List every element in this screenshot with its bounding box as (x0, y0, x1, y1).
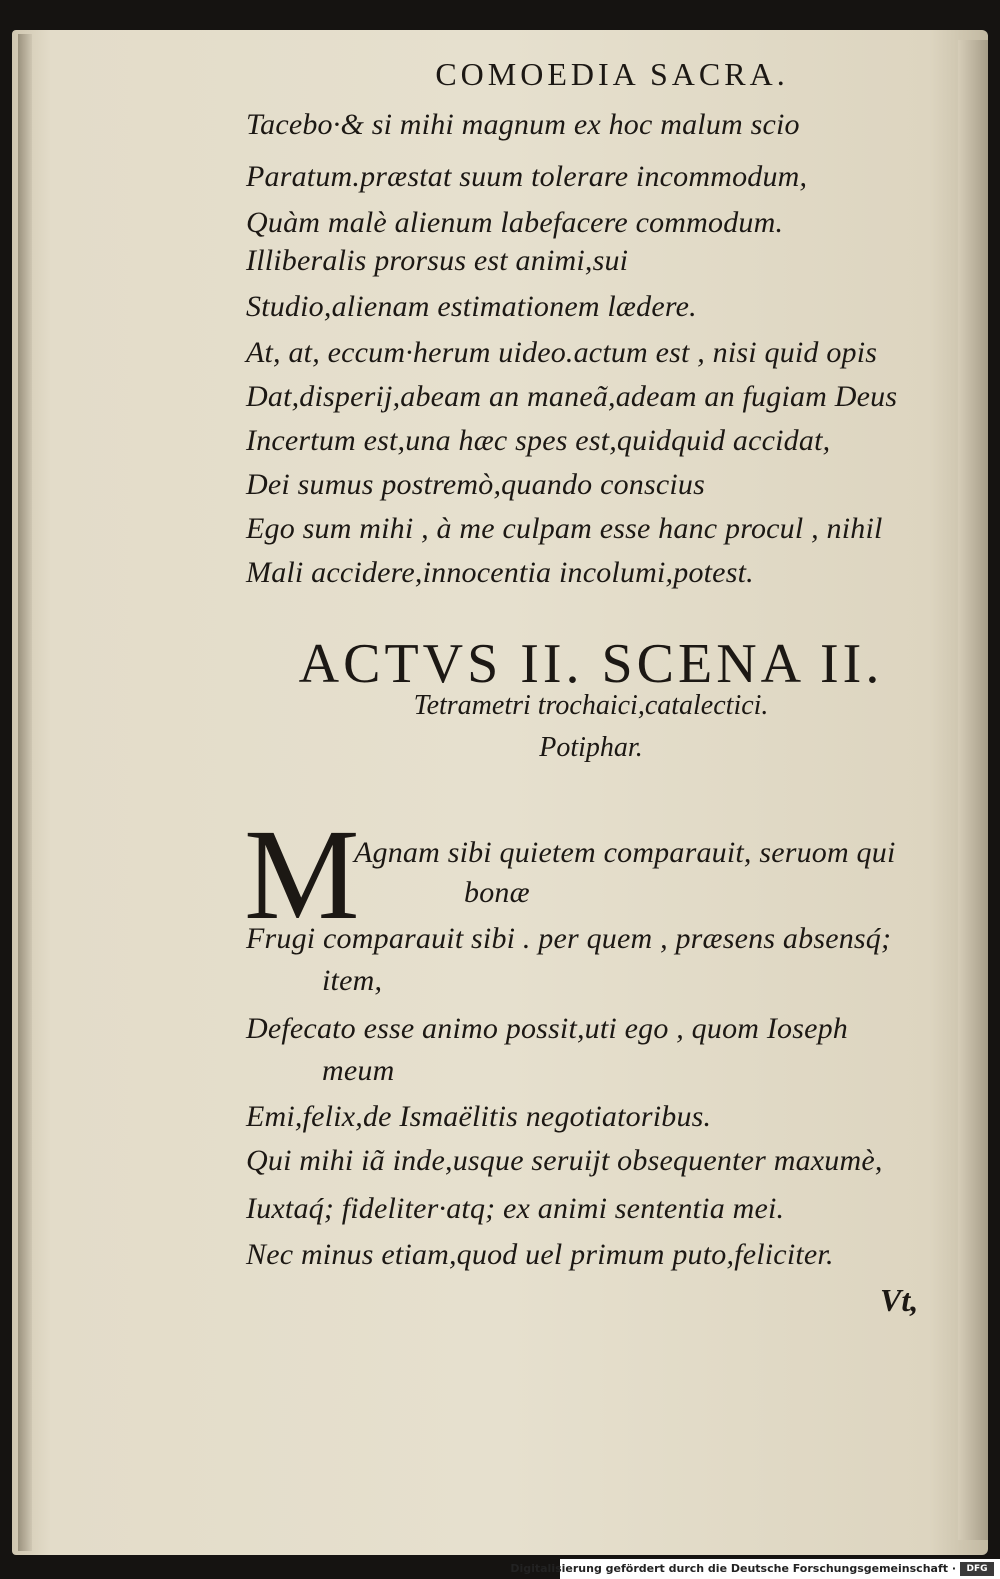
text-line: Dat,disperij,abeam an maneã,adeam an fugiam Deus (246, 380, 898, 413)
speaker-name: Potiphar. (539, 732, 643, 763)
speech-line: meum (322, 1054, 395, 1087)
act-heading: ACTVS II. SCENA II. (298, 633, 884, 695)
page-edge (958, 40, 988, 1540)
text-line: Ego sum mihi , à me culpam esse hanc procul , nihil (246, 512, 883, 545)
digitization-footer (510, 1559, 1000, 1579)
speech-line: Emi,felix,de Ismaëlitis negotiatoribus. (246, 1100, 712, 1133)
text-line: Illiberalis prorsus est animi,sui (246, 244, 629, 277)
speech-line: Defecato esse animo possit,uti ego , quom Ioseph (246, 1012, 849, 1045)
speech-line: Agnam sibi quietem comparauit, seruom qui (354, 836, 896, 869)
speech-line: Qui mihi iã inde,usque seruijt obsequenter maxumè, (246, 1144, 883, 1177)
catchword: Vt, (880, 1282, 919, 1318)
dfg-logo: DFG (960, 1562, 994, 1576)
running-title: COMOEDIA SACRA. (435, 56, 789, 92)
meter-line: Tetrametri trochaici,catalectici. (413, 690, 769, 721)
drop-cap: M (244, 803, 360, 947)
page-gutter (18, 34, 32, 1551)
speech-line: Frugi comparauit sibi . per quem , præsens absensq́; (246, 922, 892, 955)
text-line: Paratum.præstat suum tolerare incommodum, (246, 160, 808, 193)
speech-line: Nec minus etiam,quod uel primum puto,feliciter. (246, 1238, 834, 1271)
text-line: At, at, eccum·herum uideo.actum est , nisi quid opis (246, 336, 878, 369)
speech-line: item, (322, 964, 383, 997)
text-line: Quàm malè alienum labefacere commodum. (246, 206, 784, 239)
text-line: Studio,alienam estimationem lædere. (246, 290, 697, 323)
speech-line: Iuxtaq́; fideliter·atq; ex animi sententia mei. (246, 1192, 785, 1225)
text-line: Dei sumus postremò,quando conscius (246, 468, 705, 501)
text-line: Mali accidere,innocentia incolumi,potest. (246, 556, 754, 589)
speech-line: bonæ (464, 876, 530, 909)
footer-text: Digitalisierung gefördert durch die Deutsche Forschungsgemeinschaft · (510, 1562, 956, 1575)
text-line: Tacebo·& si mihi magnum ex hoc malum scio (246, 108, 800, 141)
text-line: Incertum est,una hæc spes est,quidquid accidat, (246, 424, 831, 457)
